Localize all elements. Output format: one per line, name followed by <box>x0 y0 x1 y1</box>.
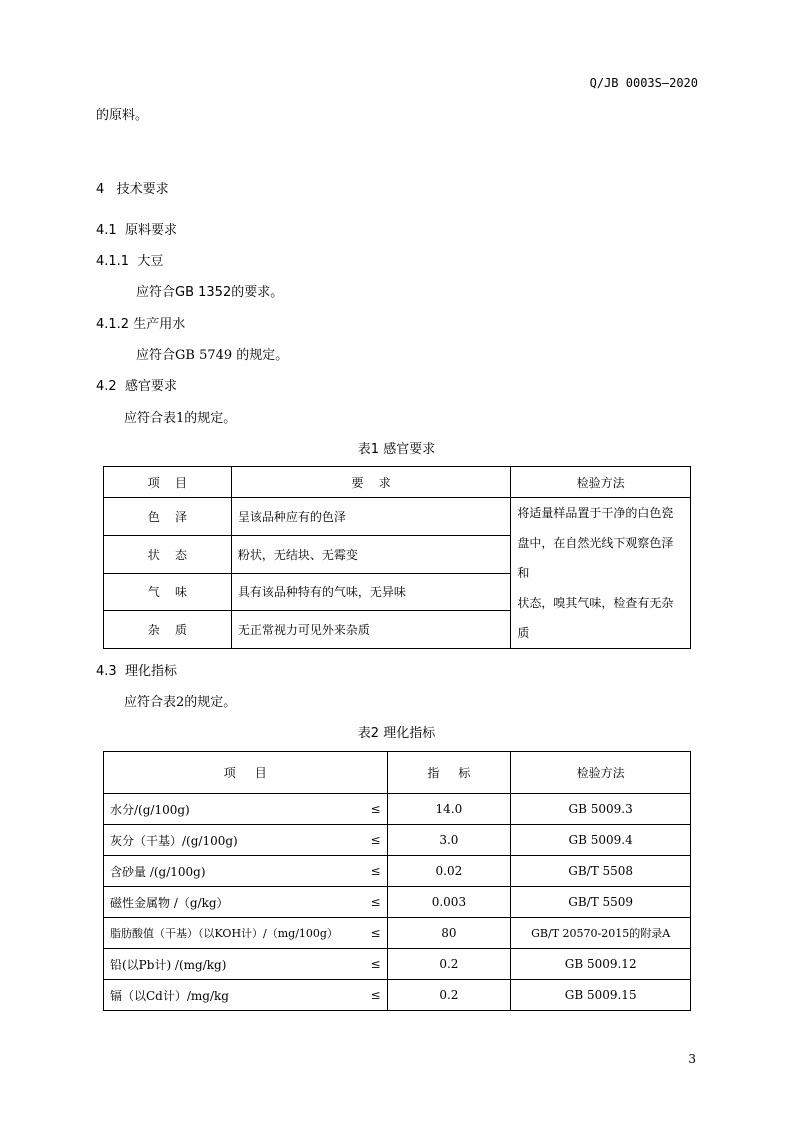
table-row <box>104 887 691 918</box>
section-4-2-heading: 4.2 感官要求 <box>96 379 177 394</box>
item-cell: 气 味 <box>104 573 232 611</box>
item-label: 灰分（干基）/(g/100g) <box>110 833 238 848</box>
table-header-row <box>104 752 691 794</box>
requirement-cell: 粉状，无结块、无霉变 <box>231 535 510 573</box>
section-4-3-text: 应符合表2的规定。 <box>124 695 237 710</box>
table-header-cell: 指 标 <box>387 752 511 794</box>
method-cell: GB 5009.4 <box>511 825 691 856</box>
section-4-1-2-heading: 4.1.2 生产用水 <box>96 317 186 332</box>
method-cell: GB 5009.12 <box>511 949 691 980</box>
method-cell: GB/T 5508 <box>511 856 691 887</box>
method-line: 状态，嗅其气味，检查有无杂质 <box>517 596 674 640</box>
value-cell: 3.0 <box>387 825 511 856</box>
operator-symbol: ≤ <box>370 926 381 940</box>
item-cell <box>104 887 388 918</box>
requirement-cell: 具有该品种特有的气味，无异味 <box>231 573 510 611</box>
section-4-2-text: 应符合表1的规定。 <box>124 411 237 426</box>
item-label: 磁性金属物 /（g/kg） <box>110 895 229 910</box>
table-header-cell: 检验方法 <box>511 467 691 498</box>
requirement-cell: 无正常视力可见外来杂质 <box>231 611 510 649</box>
item-cell <box>104 794 388 825</box>
requirement-cell: 呈该品种应有的色泽 <box>231 498 510 536</box>
operator-symbol: ≤ <box>370 957 381 971</box>
item-cell: 状 态 <box>104 535 232 573</box>
value-cell: 80 <box>387 918 511 949</box>
method-cell: GB 5009.15 <box>511 980 691 1011</box>
operator-symbol: ≤ <box>370 864 381 878</box>
operator-symbol: ≤ <box>370 988 381 1002</box>
table-row <box>104 980 691 1011</box>
table-header-row <box>104 467 691 498</box>
value-cell: 0.02 <box>387 856 511 887</box>
operator-symbol: ≤ <box>370 895 381 909</box>
table-header-cell: 要 求 <box>231 467 510 498</box>
table1-sensory <box>103 466 691 649</box>
value-cell: 0.2 <box>387 980 511 1011</box>
item-cell <box>104 856 388 887</box>
table-header-cell: 检验方法 <box>511 752 691 794</box>
item-label: 脂肪酸值（干基）（以KOH计）/（mg/100g） <box>110 927 338 940</box>
intro-fragment: 的原料。 <box>96 108 149 123</box>
method-line: 将适量样品置于干净的白色瓷 <box>517 506 674 520</box>
table2-physicochemical <box>103 751 691 1011</box>
table-row <box>104 498 691 536</box>
table-row <box>104 918 691 949</box>
table1-caption: 表1 感官要求 <box>357 442 436 457</box>
table-row <box>104 949 691 980</box>
table-row <box>104 794 691 825</box>
item-cell <box>104 918 388 949</box>
item-cell <box>104 825 388 856</box>
item-cell <box>104 949 388 980</box>
section-4-3-heading: 4.3 理化指标 <box>96 664 177 679</box>
page-number: 3 <box>688 1052 696 1066</box>
item-label: 水分/(g/100g) <box>110 802 190 817</box>
item-label: 镉（以Cd计）/mg/kg <box>110 988 229 1003</box>
method-cell: GB 5009.3 <box>511 794 691 825</box>
value-cell: 0.2 <box>387 949 511 980</box>
section-4-1-1-heading: 4.1.1 大豆 <box>96 254 164 269</box>
method-cell: GB/T 5509 <box>511 887 691 918</box>
item-label: 铅(以Pb计) /(mg/kg) <box>110 957 227 972</box>
value-cell: 14.0 <box>387 794 511 825</box>
item-label: 含砂量 /(g/100g) <box>110 864 206 879</box>
section-4-1-heading: 4.1 原料要求 <box>96 223 177 238</box>
table-header-cell: 项 目 <box>104 467 232 498</box>
item-cell: 杂 质 <box>104 611 232 649</box>
operator-symbol: ≤ <box>370 833 381 847</box>
section-4-1-1-text: 应符合GB 1352的要求。 <box>136 285 284 300</box>
table-row <box>104 825 691 856</box>
table-header-cell: 项 目 <box>104 752 388 794</box>
document-code: Q/JB 0003S—2020 <box>589 76 698 90</box>
value-cell: 0.003 <box>387 887 511 918</box>
operator-symbol: ≤ <box>370 802 381 816</box>
method-line: 盘中，在自然光线下观察色泽和 <box>517 536 674 580</box>
method-cell <box>511 498 691 649</box>
method-cell: GB/T 20570-2015的附录A <box>511 918 691 949</box>
item-cell: 色 泽 <box>104 498 232 536</box>
section-4-heading: 4 技术要求 <box>96 182 169 197</box>
table-row <box>104 856 691 887</box>
section-4-1-2-text: 应符合GB 5749 的规定。 <box>136 348 289 363</box>
item-cell <box>104 980 388 1011</box>
table2-caption: 表2 理化指标 <box>357 726 436 741</box>
